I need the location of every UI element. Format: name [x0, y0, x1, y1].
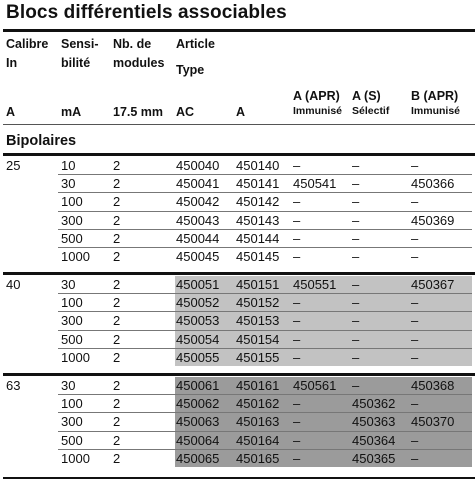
cell-a-apr: – [293, 230, 301, 246]
cell-article-a: 450141 [236, 176, 280, 192]
cell-b-apr: – [411, 349, 419, 365]
header-unit-sens: mA [61, 105, 82, 119]
cell-article-ac: 450064 [176, 432, 220, 448]
cell-b-apr: 450367 [411, 277, 455, 292]
cell-a-s: – [352, 331, 360, 347]
cell-modules: 2 [113, 176, 121, 192]
cell-b-apr: – [411, 331, 419, 347]
cell-b-apr: – [411, 396, 419, 412]
cell-b-apr: – [411, 432, 419, 448]
cell-a-s: – [352, 249, 360, 264]
cell-modules: 2 [113, 295, 121, 311]
cell-article-ac: 450042 [176, 194, 220, 210]
cell-a-apr: 450561 [293, 378, 337, 393]
cell-b-apr: 450370 [411, 414, 455, 430]
cell-modules: 2 [113, 158, 121, 173]
page-title: Blocs différentiels associables [6, 2, 287, 23]
cell-article-ac: 450065 [176, 450, 220, 466]
cell-a-s: – [352, 194, 360, 210]
row-shade [175, 349, 472, 367]
calibre-value: 25 [6, 158, 21, 173]
group-rule [3, 272, 475, 275]
table-end-rule [3, 477, 475, 479]
cell-b-apr: – [411, 158, 419, 173]
cell-article-ac: 450040 [176, 158, 220, 173]
header-a-s: A (S) [352, 89, 381, 103]
cell-a-s: – [352, 212, 360, 228]
cell-article-a: 450154 [236, 331, 280, 347]
header-a-apr: A (APR) [293, 89, 340, 103]
cell-modules: 2 [113, 313, 121, 329]
cell-article-a: 450161 [236, 378, 280, 393]
cell-a-s: 450362 [352, 396, 396, 412]
cell-sensibilite: 500 [61, 432, 83, 448]
cell-article-ac: 450051 [176, 277, 220, 292]
cell-a-apr: 450541 [293, 176, 337, 192]
row-shade [175, 395, 472, 413]
header-in: In [6, 56, 18, 70]
header-calibre: Calibre [6, 37, 49, 51]
cell-modules: 2 [113, 432, 121, 448]
cell-sensibilite: 500 [61, 331, 83, 347]
cell-article-a: 450164 [236, 432, 280, 448]
cell-a-apr: 450551 [293, 277, 337, 292]
cell-article-a: 450153 [236, 313, 280, 329]
cell-modules: 2 [113, 414, 121, 430]
row-shade [175, 331, 472, 349]
cell-sensibilite: 10 [61, 158, 76, 173]
cell-a-s: – [352, 349, 360, 365]
cell-b-apr: – [411, 230, 419, 246]
cell-modules: 2 [113, 331, 121, 347]
cell-a-apr: – [293, 396, 301, 412]
cell-article-ac: 450055 [176, 349, 220, 365]
header-unit-modules: 17.5 mm [113, 105, 164, 119]
cell-article-ac: 450062 [176, 396, 220, 412]
cell-a-apr: – [293, 349, 301, 365]
cell-a-s: – [352, 158, 360, 173]
cell-modules: 2 [113, 194, 121, 210]
calibre-value: 63 [6, 378, 21, 393]
header-modules-2: modules [113, 56, 165, 70]
cell-article-a: 450140 [236, 158, 280, 173]
header-col-ac: AC [176, 105, 195, 119]
cell-modules: 2 [113, 378, 121, 393]
cell-article-ac: 450063 [176, 414, 220, 430]
cell-a-apr: – [293, 432, 301, 448]
cell-modules: 2 [113, 212, 121, 228]
cell-a-apr: – [293, 295, 301, 311]
cell-sensibilite: 100 [61, 396, 83, 412]
cell-article-ac: 450061 [176, 378, 220, 393]
cell-a-s: – [352, 313, 360, 329]
cell-sensibilite: 100 [61, 295, 83, 311]
cell-article-a: 450151 [236, 277, 280, 292]
cell-modules: 2 [113, 277, 121, 292]
cell-sensibilite: 300 [61, 212, 83, 228]
header-sensibilite-1: Sensi- [61, 37, 99, 51]
header-b-apr: B (APR) [411, 89, 459, 103]
cell-sensibilite: 1000 [61, 450, 90, 466]
cell-a-s: – [352, 230, 360, 246]
header-modules-1: Nb. de [113, 37, 152, 51]
cell-article-ac: 450044 [176, 230, 220, 246]
header-a-s-sub: Sélectif [352, 105, 390, 117]
cell-b-apr: – [411, 313, 419, 329]
cell-a-apr: – [293, 313, 301, 329]
cell-a-apr: – [293, 450, 301, 466]
cell-article-ac: 450054 [176, 331, 220, 347]
cell-article-ac: 450043 [176, 212, 220, 228]
group-rule [3, 153, 475, 156]
cell-a-s: – [352, 277, 360, 292]
header-b-apr-sub: Immunisé [411, 105, 461, 117]
header-type: Type [176, 63, 205, 77]
header-col-a: A [236, 105, 246, 119]
cell-b-apr: – [411, 450, 419, 466]
cell-article-a: 450152 [236, 295, 280, 311]
cell-a-apr: – [293, 212, 301, 228]
title-rule [3, 29, 475, 32]
cell-b-apr: – [411, 295, 419, 311]
cell-a-s: 450363 [352, 414, 396, 430]
cell-article-ac: 450045 [176, 249, 220, 264]
header-article: Article [176, 37, 215, 51]
cell-modules: 2 [113, 396, 121, 412]
cell-sensibilite: 30 [61, 176, 76, 192]
cell-b-apr: 450369 [411, 212, 455, 228]
cell-article-a: 450162 [236, 396, 280, 412]
cell-b-apr: – [411, 249, 419, 264]
cell-article-ac: 450041 [176, 176, 220, 192]
cell-modules: 2 [113, 450, 121, 466]
cell-a-apr: – [293, 331, 301, 347]
cell-b-apr: – [411, 194, 419, 210]
row-shade [175, 432, 472, 450]
cell-article-ac: 450052 [176, 295, 220, 311]
cell-article-a: 450145 [236, 249, 280, 264]
cell-sensibilite: 300 [61, 414, 83, 430]
cell-sensibilite: 500 [61, 230, 83, 246]
row-shade [175, 312, 472, 330]
row-shade [175, 450, 472, 468]
cell-b-apr: 450366 [411, 176, 455, 192]
cell-a-s: – [352, 295, 360, 311]
cell-a-apr: – [293, 414, 301, 430]
cell-article-a: 450143 [236, 212, 280, 228]
cell-a-s: 450365 [352, 450, 396, 466]
cell-article-a: 450155 [236, 349, 280, 365]
cell-a-s: – [352, 378, 360, 393]
cell-sensibilite: 1000 [61, 249, 90, 264]
section-bipolaires: Bipolaires [6, 133, 77, 149]
cell-sensibilite: 1000 [61, 349, 90, 365]
cell-modules: 2 [113, 230, 121, 246]
cell-modules: 2 [113, 349, 121, 365]
cell-a-apr: – [293, 194, 301, 210]
cell-modules: 2 [113, 249, 121, 264]
cell-a-s: 450364 [352, 432, 396, 448]
header-rule [3, 124, 475, 125]
cell-a-s: – [352, 176, 360, 192]
calibre-value: 40 [6, 277, 21, 292]
cell-sensibilite: 300 [61, 313, 83, 329]
cell-article-a: 450163 [236, 414, 280, 430]
cell-sensibilite: 30 [61, 378, 76, 393]
cell-article-a: 450144 [236, 230, 280, 246]
header-a-apr-sub: Immunisé [293, 105, 343, 117]
row-shade [175, 294, 472, 312]
cell-a-apr: – [293, 158, 301, 173]
cell-article-a: 450142 [236, 194, 280, 210]
cell-sensibilite: 100 [61, 194, 83, 210]
group-rule [3, 373, 475, 376]
cell-article-a: 450165 [236, 450, 280, 466]
cell-b-apr: 450368 [411, 378, 455, 393]
header-sensibilite-2: bilité [61, 56, 91, 70]
cell-sensibilite: 30 [61, 277, 76, 292]
cell-a-apr: – [293, 249, 301, 264]
header-unit-in: A [6, 105, 16, 119]
cell-article-ac: 450053 [176, 313, 220, 329]
